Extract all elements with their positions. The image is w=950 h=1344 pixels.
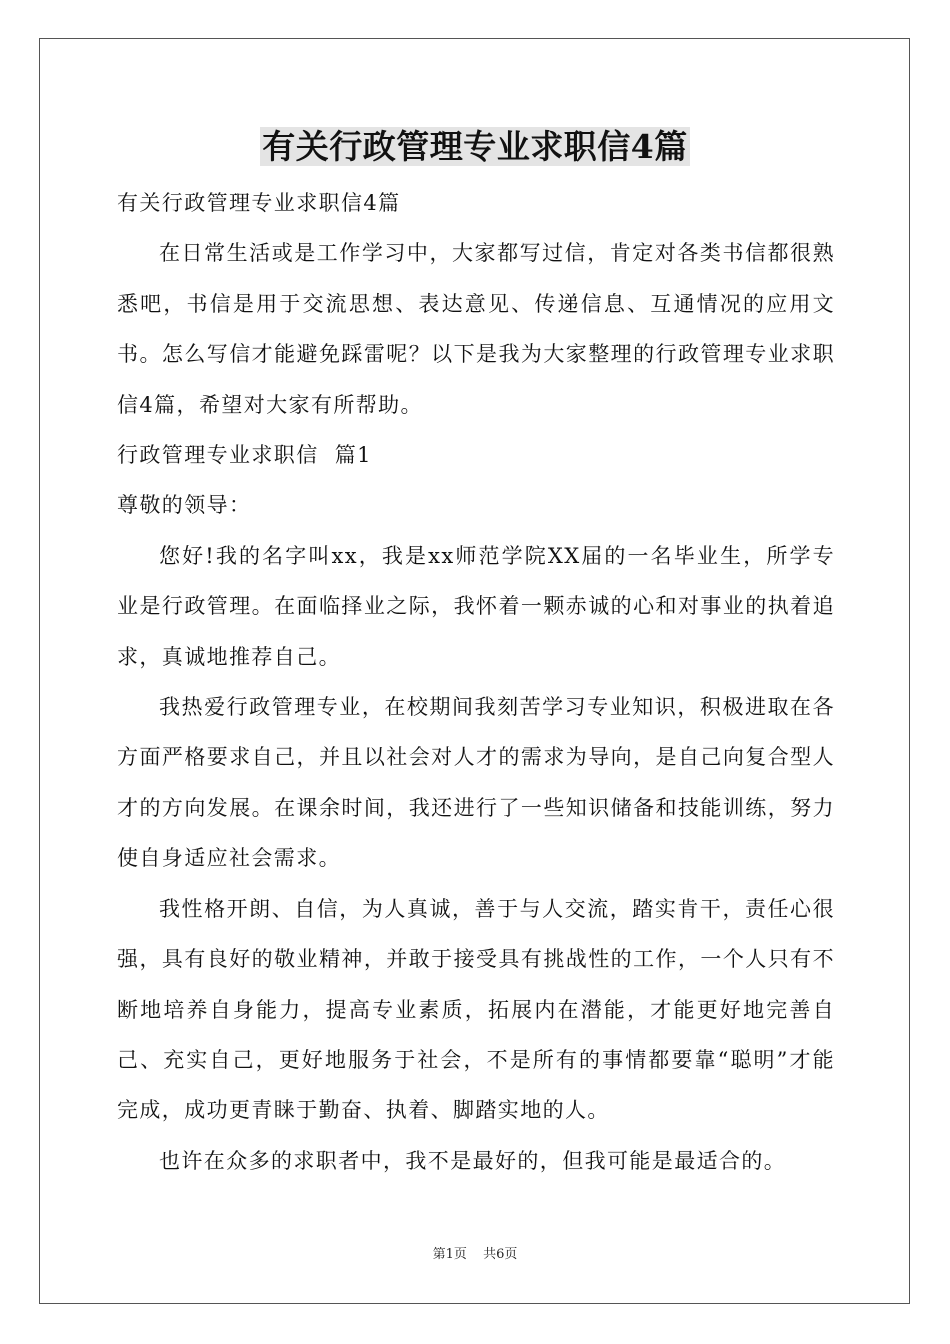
document-body (117, 178, 835, 1186)
body-paragraph-1: 您好!我的名字叫xx，我是xx师范学院XX届的一名毕业生，所学专业是行政管理。在面临择业之际，我怀着一颗赤诚的心和对事业的执着追求，真诚地推荐自己。 (117, 543, 835, 669)
document-title (0, 126, 950, 168)
salutation: 尊敬的领导： (117, 493, 252, 518)
page-footer (0, 1246, 950, 1264)
section-heading: 行政管理专业求职信 篇1 (117, 443, 372, 468)
body-paragraph-2: 我热爱行政管理专业，在校期间我刻苦学习专业知识，积极进取在各方面严格要求自己，并且以社会对人才的需求为导向，是自己向复合型人才的方向发展。在课余时间，我还进行了一些知识储备和技能训练，努力使自身适应社会需求。 (117, 695, 835, 871)
page-number-current: 第1页 (432, 1247, 467, 1262)
document-title-text: 有关行政管理专业求职信4篇 (262, 127, 688, 166)
page-number-total: 共6页 (483, 1247, 518, 1262)
intro-paragraph: 在日常生活或是工作学习中，大家都写过信，肯定对各类书信都很熟悉吧，书信是用于交流思想、表达意见、传递信息、互通情况的应用文书。怎么写信才能避免踩雷呢？以下是我为大家整理的行政管理专业求职信4篇，希望对大家有所帮助。 (117, 241, 835, 417)
body-paragraph-3: 我性格开朗、自信，为人真诚，善于与人交流，踏实肯干，责任心很强，具有良好的敬业精神，并敢于接受具有挑战性的工作，一个人只有不断地培养自身能力，提高专业素质，拓展内在潜能，才能更好地完善自己、充实自己，更好地服务于社会，不是所有的事情都要靠“聪明”才能完成，成功更青睐于勤奋、执着、脚踏实地的人。 (117, 896, 835, 1123)
body-paragraph-4: 也许在众多的求职者中，我不是最好的，但我可能是最适合的。 (159, 1148, 787, 1173)
document-subtitle: 有关行政管理专业求职信4篇 (117, 191, 401, 215)
